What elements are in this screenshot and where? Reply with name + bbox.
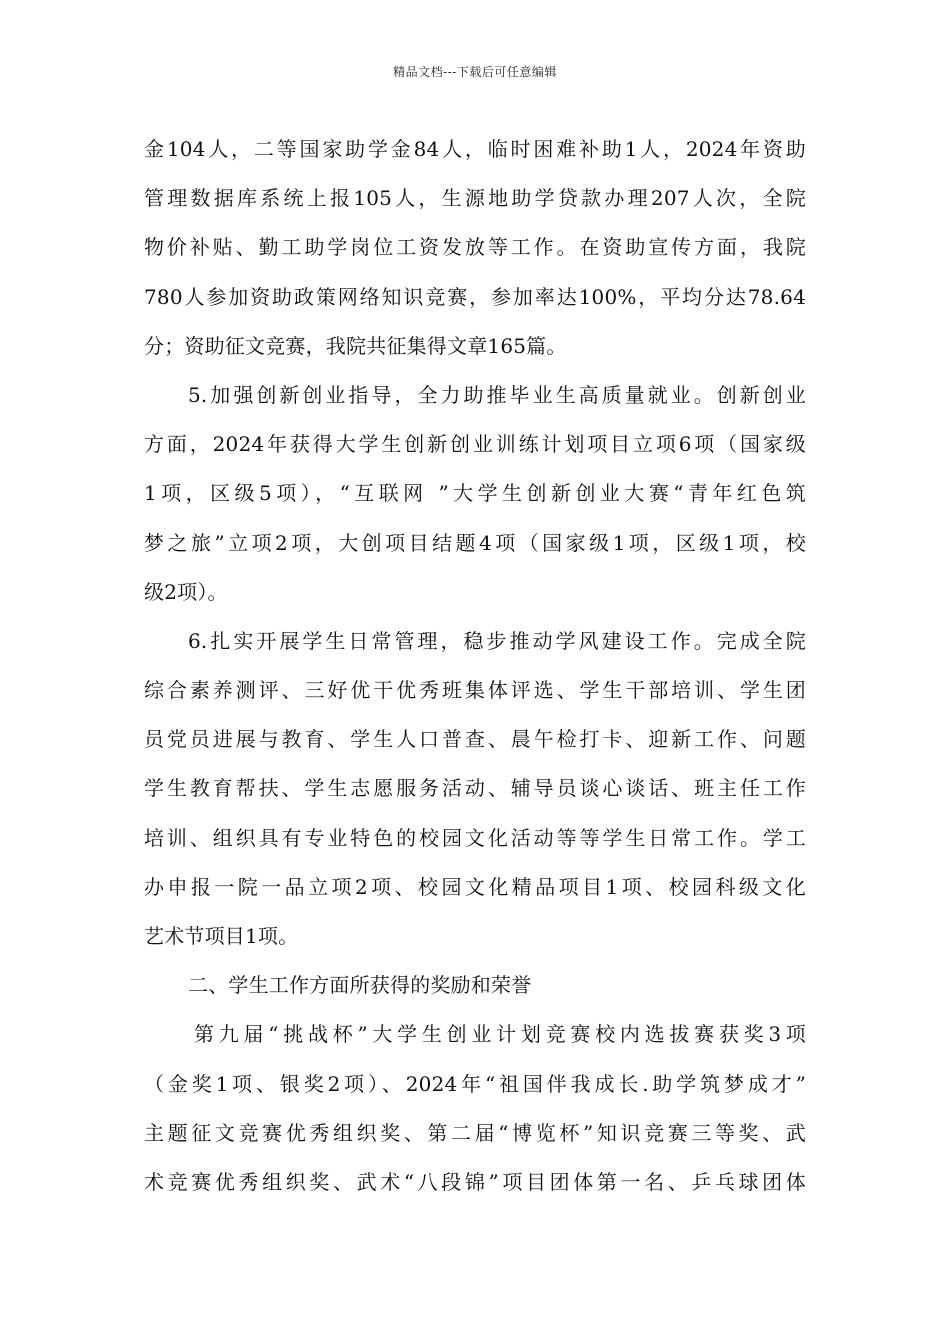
text-line: 方面，2024年获得大学生创新创业训练计划项目立项6项（国家级 xyxy=(144,432,806,457)
text-line: 主题征文竞赛优秀组织奖、第二届“博览杯”知识竞赛三等奖、武 xyxy=(144,1120,806,1145)
text-line: 5.加强创新创业指导，全力助推毕业生高质量就业。创新创业 xyxy=(188,382,806,407)
text-line: 6.扎实开展学生日常管理，稳步推动学风建设工作。完成全院 xyxy=(188,628,806,653)
text-line: 管理数据库系统上报105人，生源地助学贷款办理207人次，全院 xyxy=(144,186,806,211)
document-body xyxy=(144,125,806,1207)
text-line: 培训、组织具有专业特色的校园文化活动等等学生日常工作。学工 xyxy=(144,825,806,850)
text-line: 办申报一院一品立项2项、校园文化精品项目1项、校园科级文化 xyxy=(144,874,806,899)
text-line: 780人参加资助政策网络知识竞赛，参加率达100%，平均分达78.64 xyxy=(144,284,806,309)
text-line: 艺术节项目1项。 xyxy=(144,924,299,948)
section-heading: 二、学生工作方面所获得的奖励和荣誉 xyxy=(188,973,532,998)
text-line: 第九届“挑战杯”大学生创业计划竞赛校内选拔赛获奖3项 xyxy=(194,1022,806,1047)
text-line: 金104人，二等国家助学金84人，临时困难补助1人，2024年资助 xyxy=(144,137,806,161)
text-line: 综合素养测评、三好优干优秀班集体评选、学生干部培训、学生团 xyxy=(144,678,806,703)
text-line: 学生教育帮扶、学生志愿服务活动、辅导员谈心谈话、班主任工作 xyxy=(144,776,806,801)
text-line: 级2项）。 xyxy=(144,579,228,604)
page-header: 精品文档---下载后可任意编辑 xyxy=(393,65,557,79)
text-line: 梦之旅”立项2项，大创项目结题4项（国家级1项，区级1项，校 xyxy=(144,530,806,555)
text-line: （金奖1项、银奖2项）、2024年“祖国伴我成长.助学筑梦成才” xyxy=(144,1071,806,1096)
text-line: 物价补贴、勤工助学岗位工资发放等工作。在资助宣传方面，我院 xyxy=(144,235,806,260)
text-line: 分；资助征文竞赛，我院共征集得文章165篇。 xyxy=(144,333,567,358)
text-line: 术竞赛优秀组织奖、武术“八段锦”项目团体第一名、乒乓球团体 xyxy=(144,1169,806,1194)
text-line: 员党员进展与教育、学生人口普查、晨午检打卡、迎新工作、问题 xyxy=(144,727,806,752)
text-line: 1项，区级5项），“互联网 ”大学生创新创业大赛“青年红色筑 xyxy=(144,481,806,506)
